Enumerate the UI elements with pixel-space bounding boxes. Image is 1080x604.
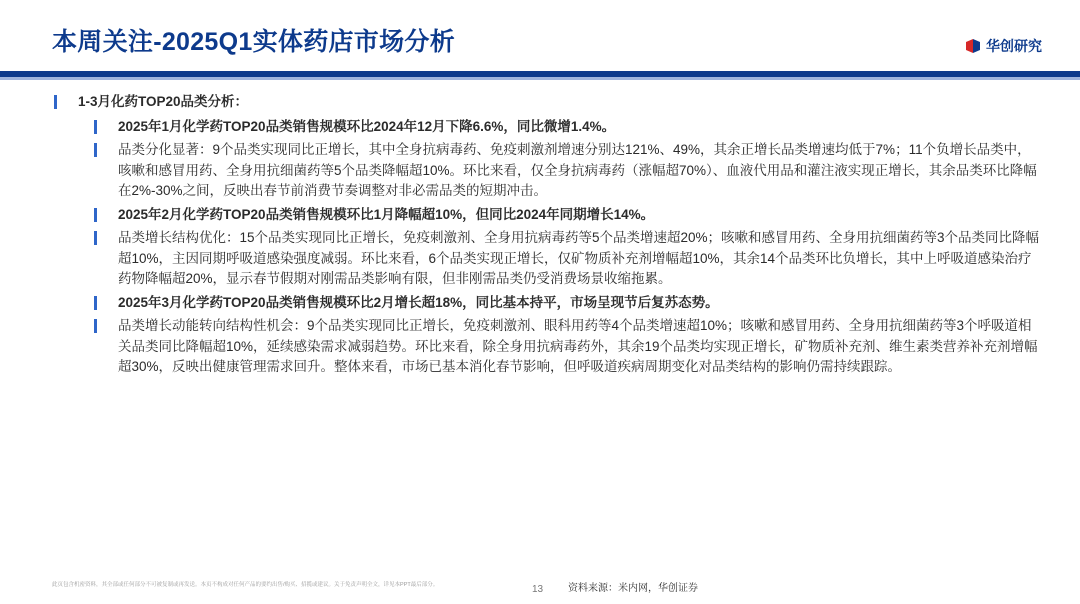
section-heading-text: 1-3月化药TOP20品类分析： — [78, 94, 249, 109]
page-number: 13 — [532, 584, 544, 595]
bullet-marker — [94, 319, 97, 333]
source-note: 资料来源：米内网，华创证券 — [568, 583, 698, 594]
bullet-text: 2025年2月化学药TOP20品类销售规模环比1月降幅超10%，但同比2024年同期增长14%。 — [118, 206, 655, 222]
page-title: 本周关注-2025Q1实体药店市场分析 — [52, 28, 455, 56]
bullet-marker — [94, 120, 97, 134]
bullet-item — [52, 205, 1042, 226]
bullet-item — [52, 316, 1042, 378]
bullet-marker — [54, 95, 57, 109]
bullet-item — [52, 140, 1042, 202]
brand-logo — [964, 36, 1042, 56]
bullet-item — [52, 293, 1042, 314]
main-content — [52, 92, 1042, 381]
bullet-text: 品类增长动能转向结构性机会：9个品类实现同比正增长，免疫刺激剂、眼科用药等4个品类增速超10%；咳嗽和感冒用药、全身用抗细菌药等3个呼吸道相关品类同比降幅超10%，延续感染需求减弱趋势。环比来看，除全身用抗病毒药外，其余19个品类均实现正增长，矿物质补充剂、维生素类营养补充剂增幅超30%，反映出健康管理需求回升。整体来看，市场已基本消化春节影响，但呼吸道疾病周期变化对品类结构的影响仍需持续跟踪。 — [118, 318, 1038, 374]
section-heading — [52, 92, 1042, 113]
bullet-text: 品类增长结构优化：15个品类实现同比正增长，免疫刺激剂、全身用抗病毒药等5个品类增速超20%；咳嗽和感冒用药、全身用抗细菌药等3个品类同比降幅超10%，主因同期呼吸道感染强度减弱。环比来看，6个品类实现正增长，仅矿物质补充剂增幅超10%，其余14个品类环比负增长，其中上呼吸道感染治疗药物降幅超20%，显示春节假期对刚需品类影响有限，但非刚需品类仍受消费场景收缩拖累。 — [118, 230, 1040, 286]
logo-cube-icon — [964, 37, 982, 55]
bullet-marker — [94, 231, 97, 245]
bullet-text: 品类分化显著：9个品类实现同比正增长，其中全身抗病毒药、免疫刺激剂增速分别达121%、49%，其余正增长品类增速均低于7%；11个负增长品类中，咳嗽和感冒用药、全身用抗细菌药等5个品类降幅超10%。环比来看，仅全身抗病毒药（涨幅超70%）、血液代用品和灌注液实现正增长，其余品类环比降幅在2%-30%之间，反映出春节前消费节奏调整对非必需品类的短期冲击。 — [118, 142, 1037, 198]
footer-disclaimer: 此页包含机密资料，其全部或任何部分不可被复制或再发送。本页不构成对任何产品的要约出售/购买、招揽或建议。关于免责声明全文，详见本PPT最后部分。 — [52, 582, 439, 588]
header-divider-light — [0, 77, 1080, 80]
bullet-item — [52, 117, 1042, 138]
bullet-marker — [94, 208, 97, 222]
logo-text: 华创研究 — [986, 38, 1042, 54]
bullet-text: 2025年1月化学药TOP20品类销售规模环比2024年12月下降6.6%，同比微增1.4%。 — [118, 118, 616, 134]
bullet-marker — [94, 296, 97, 310]
bullet-marker — [94, 143, 97, 157]
bullet-text: 2025年3月化学药TOP20品类销售规模环比2月增长超18%，同比基本持平，市场呈现节后复苏态势。 — [118, 294, 719, 310]
bullet-item — [52, 228, 1042, 290]
